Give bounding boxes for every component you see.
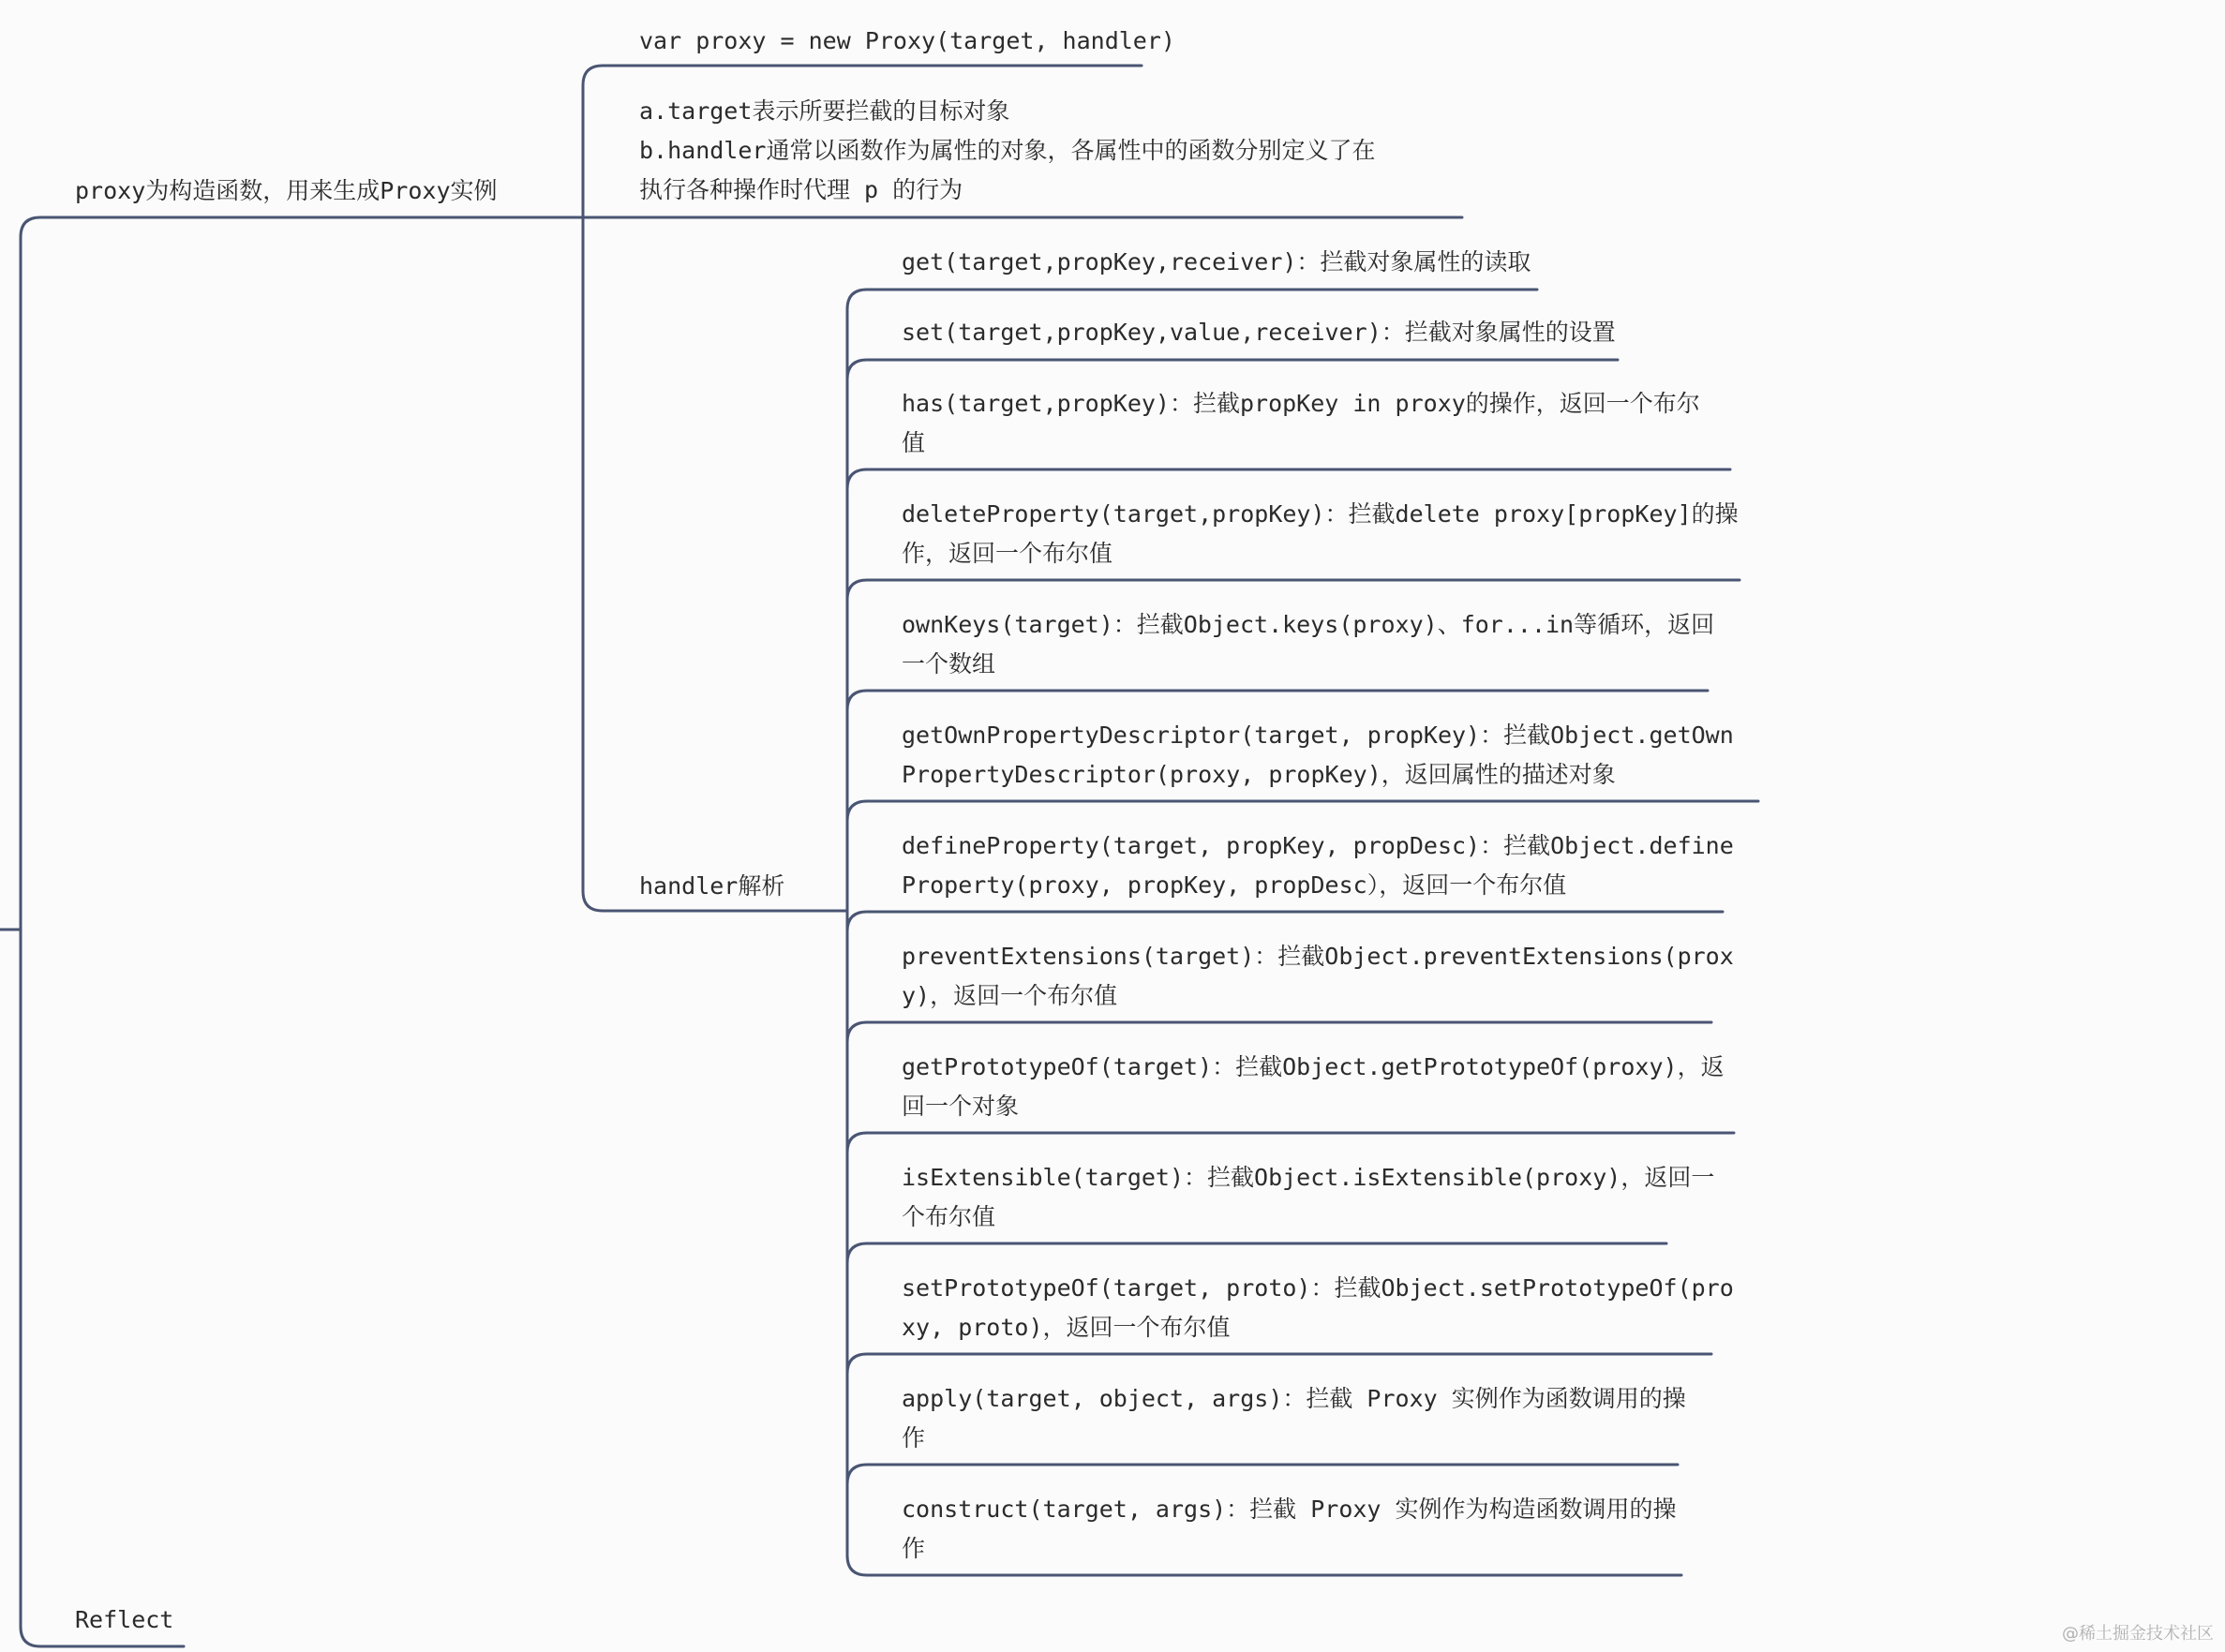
node-handler-ownKeys-line-2: 一个数组	[902, 650, 996, 677]
root-bracket-line	[21, 217, 73, 237]
node-proxy-params-line-2: b.handler通常以函数作为属性的对象，各属性中的函数分别定义了在	[639, 137, 1376, 164]
handler-apply-joint	[847, 1465, 1678, 1484]
handler-bracket-spine	[847, 290, 867, 911]
node-handler-has-line-2: 值	[902, 429, 926, 456]
node-handler-isExtensible-line-1: isExtensible(target)：拦截Object.isExtensible(proxy)，返回一	[902, 1164, 1715, 1191]
node-handler-getPrototypeOf-line-1: getPrototypeOf(target)：拦截Object.getPrototypeOf(proxy)，返	[902, 1053, 1725, 1080]
node-proxy-params-line-3: 执行各种操作时代理 p 的行为	[639, 176, 963, 203]
node-handler-defineProperty-line-2: Property(proxy, propKey, propDesc），返回一个布尔值	[902, 871, 1567, 899]
node-reflect[interactable]: Reflect	[75, 1606, 174, 1633]
node-handler-preventExtensions-line-2: y)，返回一个布尔值	[902, 982, 1118, 1009]
node-handler-set-line-1: set(target,propKey,value,receiver)：拦截对象属性的设置	[902, 319, 1616, 346]
handler-getPrototypeOf-joint	[847, 1133, 1734, 1153]
handler-deleteProperty-joint	[847, 580, 1740, 600]
node-handler-preventExtensions-line-1: preventExtensions(target)：拦截Object.preventExtensions(prox	[902, 943, 1734, 970]
node-handler-construct-line-1: construct(target, args)：拦截 Proxy 实例作为构造函数调用的操	[902, 1496, 1677, 1523]
handler-has-joint	[847, 469, 1730, 489]
handler-setPrototypeOf-joint	[847, 1354, 1711, 1374]
watermark-text: @稀土掘金技术社区	[2062, 1624, 2214, 1644]
handler-preventExtensions-joint	[847, 1022, 1711, 1042]
node-handler-get-line-1: get(target,propKey,receiver)：拦截对象属性的读取	[902, 248, 1531, 275]
node-handler-analysis-line-1: handler解析	[639, 872, 785, 900]
node-proxy-params-line-1: a.target表示所要拦截的目标对象	[639, 97, 1010, 125]
node-handler-has-line-1: has(target,propKey)：拦截propKey in proxy的操作，返回一个布尔	[902, 390, 1700, 417]
node-proxy-constructor[interactable]: proxy为构造函数，用来生成Proxy实例	[75, 177, 498, 204]
node-handler-setPrototypeOf-line-2: xy, proto)，返回一个布尔值	[902, 1314, 1231, 1341]
handler-defineProperty-joint	[847, 912, 1723, 931]
node-handler-getOwnPropertyDescriptor-line-2: PropertyDescriptor(proxy, propKey)，返回属性的描述对象	[902, 761, 1616, 788]
level2-bracket-bottom	[583, 217, 847, 911]
node-handler-setPrototypeOf-line-1: setPrototypeOf(target, proto)：拦截Object.setPrototypeOf(pro	[902, 1274, 1734, 1302]
node-proxy-syntax-line-1: var proxy = new Proxy(target, handler)	[639, 27, 1175, 54]
handler-ownKeys-joint	[847, 691, 1708, 710]
node-handler-getOwnPropertyDescriptor-line-1: getOwnPropertyDescriptor(target, propKey)：拦截Object.getOwn	[902, 722, 1734, 749]
handler-isExtensible-joint	[847, 1243, 1666, 1263]
handler-set-joint	[847, 360, 1618, 380]
node-handler-deleteProperty-line-2: 作，返回一个布尔值	[902, 540, 1113, 567]
node-handler-apply-line-2: 作	[902, 1424, 926, 1451]
node-handler-ownKeys-line-1: ownKeys(target)：拦截Object.keys(proxy)、for...in等循环，返回	[902, 611, 1715, 638]
node-handler-deleteProperty-line-1: deleteProperty(target,propKey)：拦截delete proxy[propKey]的操	[902, 500, 1739, 528]
node-handler-isExtensible-line-2: 个布尔值	[902, 1203, 996, 1230]
node-handler-construct-line-2: 作	[902, 1535, 926, 1562]
node-handler-getPrototypeOf-line-2: 回一个对象	[902, 1093, 1020, 1120]
node-handler-apply-line-1: apply(target, object, args)：拦截 Proxy 实例作为函数调用的操	[902, 1385, 1686, 1412]
handler-getOwnPropertyDescriptor-joint	[847, 801, 1758, 821]
node-handler-defineProperty-line-1: defineProperty(target, propKey, propDesc)：拦截Object.define	[902, 832, 1734, 859]
